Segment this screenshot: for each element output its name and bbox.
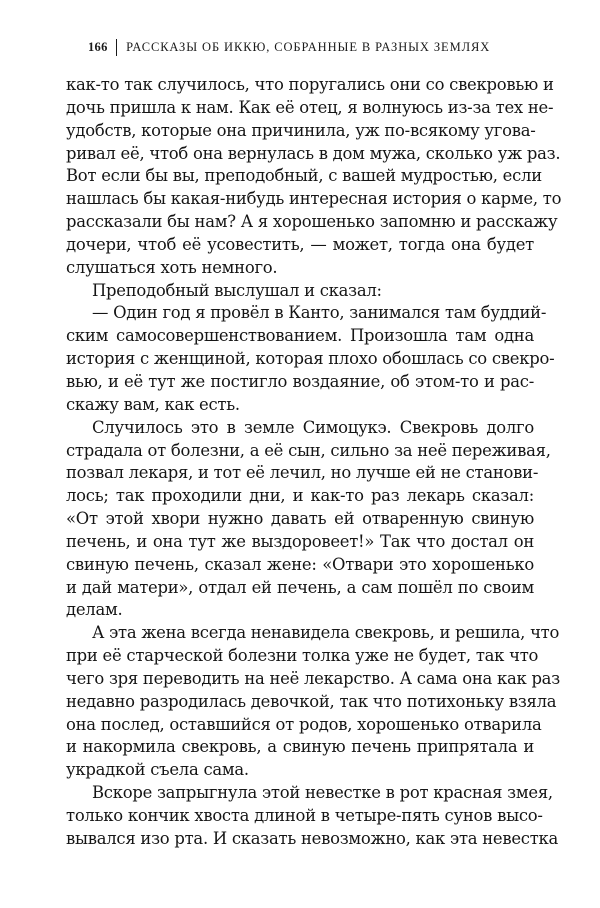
text-line: «От этой хвори нужно давать ей отваренную свиную — [66, 509, 534, 529]
paragraph — [66, 782, 559, 851]
running-head — [88, 38, 534, 56]
paragraph — [66, 280, 534, 303]
text-line: недавно разродилась девочкой, так что потихоньку взяла — [66, 691, 557, 711]
paragraph — [66, 417, 551, 623]
text-line: удобств, которые она причинила, уж по-всякому угова- — [66, 120, 536, 140]
page-number: 166 — [88, 39, 108, 54]
running-head-title: РАССКАЗЫ ОБ ИККЮ, СОБРАННЫЕ В РАЗНЫХ ЗЕМЛЯХ — [126, 39, 491, 54]
text-line: только кончик хвоста длиной в четыре-пять сунов высо- — [66, 806, 543, 825]
text-line: украдкой съела сама. — [66, 760, 249, 780]
text-line: печень, и она тут же выздоровеет!» Так что достал он — [66, 531, 534, 551]
paragraph — [66, 74, 562, 280]
text-line: позвал лекаря, и тот её лечил, но лучше ей не станови- — [66, 463, 539, 483]
text-line: вывался изо рта. И сказать невозможно, как эта невестка — [66, 828, 559, 848]
text-line: и дай матери», отдал ей печень, а сам пошёл по своим — [66, 577, 534, 597]
body-text — [66, 74, 562, 851]
text-line: Преподобный выслушал и сказал: — [92, 280, 382, 300]
text-line: Вскоре запрыгнула этой невестке в рот красная змея, — [92, 783, 553, 803]
paragraph — [66, 622, 560, 782]
text-line: рассказали бы нам? А я хорошенько запомню и расскажу — [66, 212, 558, 232]
text-line: при её старческой болезни толка уже не будет, так что — [66, 646, 539, 666]
text-line: делам. — [66, 600, 123, 620]
text-line: — Один год я провёл в Канто, занимался там буддий- — [92, 303, 547, 323]
text-line: нашлась бы какая-нибудь интересная история о карме, то — [66, 189, 562, 209]
text-line: ским самосовершенствованием. Произошла там одна — [66, 326, 534, 346]
text-line: страдала от болезни, а её сын, сильно за неё переживая, — [66, 440, 551, 460]
running-head-divider — [116, 39, 118, 56]
text-line: как-то так случилось, что поругались они со свекровью и — [66, 75, 554, 94]
text-line: свиную печень, сказал жене: «Отвари это хорошенько — [66, 554, 534, 574]
text-line: история с женщиной, которая плохо обошлась со свекро- — [66, 349, 555, 369]
text-line: лось; так проходили дни, и как-то раз лекарь сказал: — [66, 486, 534, 506]
paragraph — [66, 302, 555, 416]
text-line: она послед, оставшийся от родов, хорошенько отварила — [66, 714, 542, 734]
text-line: ривал её, чтоб она вернулась в дом мужа, сколько уж раз. — [66, 143, 561, 163]
text-line: Вот если бы вы, преподобный, с вашей мудростью, если — [66, 166, 542, 186]
text-line: А эта жена всегда ненавидела свекровь, и решила, что — [92, 623, 560, 643]
text-line: дочь пришла к нам. Как её отец, я волнуюсь из-за тех не- — [66, 97, 554, 117]
text-line: и накормила свекровь, а свиную печень припрятала и — [66, 737, 534, 757]
text-line: вью, и её тут же постигло воздаяние, об этом-то и рас- — [66, 371, 534, 391]
text-line: дочери, чтоб её усовестить, — может, тогда она будет — [66, 234, 534, 254]
text-line: скажу вам, как есть. — [66, 394, 240, 414]
text-line: Случилось это в земле Симоцукэ. Свекровь долго — [92, 417, 534, 437]
text-line: слушаться хоть немного. — [66, 257, 278, 277]
text-line: чего зря переводить на неё лекарство. А сама она как раз — [66, 668, 560, 688]
